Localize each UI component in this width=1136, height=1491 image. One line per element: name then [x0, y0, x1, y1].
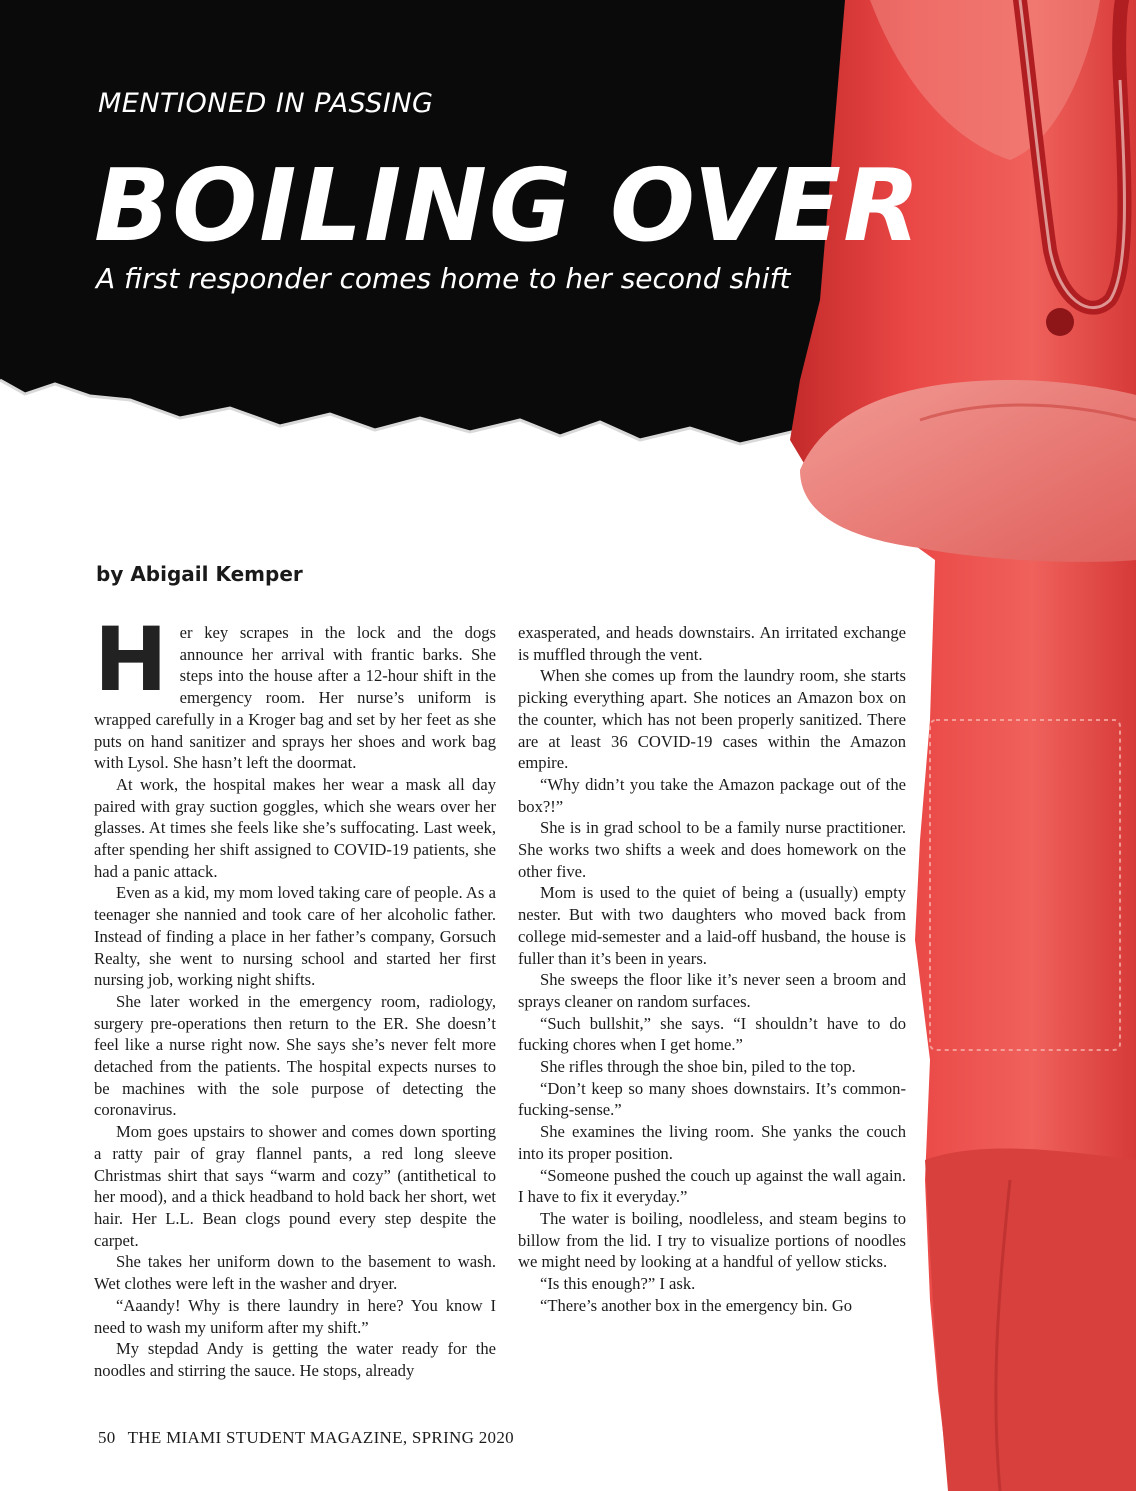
byline: by Abigail Kemper: [96, 562, 303, 586]
article-paragraph: “There’s another box in the emergency bin. Go: [540, 1295, 853, 1315]
article-paragraph: “Such bullshit,” she says. “I shouldn’t have to do fucking chores when I get home.”: [518, 1013, 906, 1055]
article-paragraph: She takes her uniform down to the basement to wash. Wet clothes were left in the washer and dryer.: [94, 1252, 496, 1294]
article-paragraph: Her key scrapes in the lock and the dogs announce her arrival with frantic barks. She steps into the house after a 12-hour shift in the emergency room. Her nurse’s uniform is wrapped carefully in a Kroger bag and set by her feet as she puts on hand sanitizer and sprays her shoes and work bag with Lysol. She hasn’t left the doormat.: [94, 608, 496, 773]
article-paragraph: She sweeps the floor like it’s never seen a broom and sprays cleaner on random surfaces.: [518, 970, 906, 1011]
article-paragraph: “Someone pushed the couch up against the wall again. I have to fix it everyday.”: [518, 1165, 906, 1207]
article-paragraph: She is in grad school to be a family nurse practitioner. She works two shifts a week and does homework on the other five.: [518, 818, 906, 881]
article-paragraph: “Aaandy! Why is there laundry in here? You know I need to wash my uniform after my shift.”: [94, 1295, 496, 1337]
article-paragraph: My stepdad Andy is getting the water ready for the noodles and stirring the sauce. He stops, already: [94, 1339, 496, 1380]
article-paragraph: “Why didn’t you take the Amazon package out of the box?!”: [518, 774, 906, 816]
publication-name: THE MIAMI STUDENT MAGAZINE, SPRING 2020: [127, 1428, 514, 1447]
article-paragraph: She later worked in the emergency room, radiology, surgery pre-operations then return to the ER. She doesn’t feel like a nurse right now. She says she’s never felt more detached from the patients. The hospital expects nurses to be machines with the sole purpose of detecting the coronavirus.: [94, 991, 496, 1120]
article-paragraph: When she comes up from the laundry room, she starts picking everything apart. She notices an Amazon box on the counter, which has not been properly sanitized. There are at least 36 COVID-19 cases within the Amazon empire.: [518, 666, 906, 773]
article-paragraph: Even as a kid, my mom loved taking care of people. As a teenager she nannied and took care of her alcoholic father. Instead of finding a place in her father’s company, Gorsuch Realty, she went to nursing school and started her first nursing job, working night shifts.: [94, 883, 496, 990]
article-column-left: [94, 608, 496, 1382]
article-paragraph: The water is boiling, noodleless, and steam begins to billow from the lid. I try to visualize portions of noodles we might need by looking at a handful of yellow sticks.: [518, 1208, 906, 1272]
page-number: 50: [98, 1428, 116, 1447]
article-paragraph: “Is this enough?” I ask.: [540, 1274, 696, 1294]
article-paragraph: Mom is used to the quiet of being a (usually) empty nester. But with two daughters who moved back from college mid-semester and a laid-off husband, the house is fuller than it’s been in years.: [518, 883, 906, 968]
article-paragraph: “Don’t keep so many shoes downstairs. It’s common-fucking-sense.”: [518, 1078, 906, 1120]
headline: BOILING OVER: [94, 147, 923, 264]
article-column-right: [518, 622, 906, 1317]
article-paragraph: She rifles through the shoe bin, piled to the top.: [540, 1057, 856, 1077]
subheadline: A first responder comes home to her second shift: [96, 262, 791, 295]
section-kicker: MENTIONED IN PASSING: [98, 88, 434, 119]
article-paragraph: Mom goes upstairs to shower and comes down sporting a ratty pair of gray flannel pants, a red long sleeve Christmas shirt that says “warm and cozy” (antithetical to her mood), and a thick headband to hold back her short, wet hair. Her L.L. Bean clogs pound every step despite the carpet.: [94, 1122, 496, 1250]
article-paragraph: She examines the living room. She yanks the couch into its proper position.: [518, 1122, 906, 1163]
page-footer: [98, 1428, 514, 1448]
drop-cap: H: [94, 608, 168, 711]
article-paragraph: At work, the hospital makes her wear a mask all day paired with gray suction goggles, which she wears over her glasses. At times she feels like she’s suffocating. Last week, after spending her shift assigned to COVID-19 patients, she had a panic attack.: [94, 774, 496, 881]
article-paragraph: exasperated, and heads downstairs. An irritated exchange is muffled through the vent.: [518, 623, 906, 664]
